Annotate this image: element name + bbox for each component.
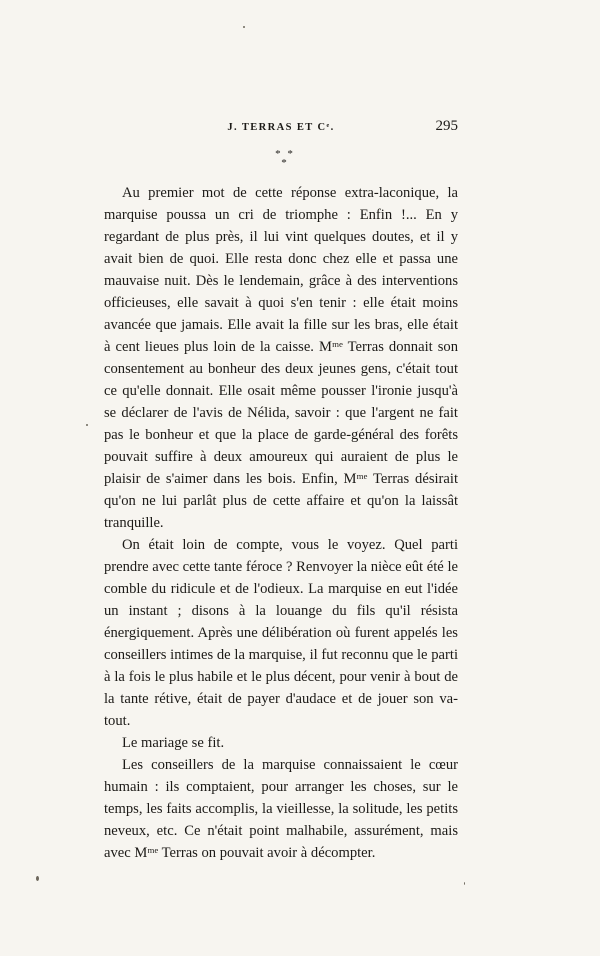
ink-speck bbox=[36, 876, 39, 881]
paragraph-4: Les conseillers de la marquise connaissaient le cœur humain : ils comptaient, pour arranger les choses, sur le temps, les faits accomplis, la vieillesse, la solitude, les petits neveux, etc. Ce n'était point malhabile, assurément, mais avec Mᵐᵉ Terras on pouvait avoir à décompter. bbox=[104, 757, 458, 861]
paragraph-3: Le mariage se fit. bbox=[122, 735, 225, 751]
running-head bbox=[104, 118, 458, 140]
body-text bbox=[104, 182, 458, 864]
ink-speck bbox=[243, 26, 245, 28]
asterism-top: * * bbox=[275, 148, 295, 160]
section-break-asterism bbox=[265, 150, 305, 172]
running-title: J. TERRAS ET Cᵉ. bbox=[227, 122, 335, 133]
paragraph-1: Au premier mot de cette réponse extra-laconique, la marquise poussa un cri de triomphe : Enfin !... En y regardant de plus près, il lui vint quelques doutes, et il y avait bien de quoi. Elle resta donc chez elle et passa une mauvaise nuit. Dès le lendemain, grâce à des interventions officieuses, elle savait à quoi s'en tenir : elle était moins avancée que jamais. Elle avait la fille sur les bras, elle était à cent lieues plus loin de la caisse. Mᵐᵉ Terras donnait son consentement au bonheur des deux jeunes gens, c'était tout ce qu'elle donnait. Elle osait même pousser l'ironie jusqu'à se déclarer de l'avis de Nélida, savoir : que l'argent ne fait pas le bonheur et que la place de garde-général des forêts pouvait suffire à deux amoureux qui auraient de plus le plaisir de s'aimer dans les bois. Enfin, Mᵐᵉ Terras désirait qu'on ne lui parlât plus de cette affaire et qu'on la laissât tranquille. bbox=[104, 185, 458, 531]
asterism-bottom: * bbox=[281, 157, 289, 169]
paragraph-2: On était loin de compte, vous le voyez. Quel parti prendre avec cette tante féroce ? Renvoyer la nièce eût été le comble du ridicule et de l'odieux. La marquise en eut l'idée un instant ; disons à la louange du fils qu'il résista énergiquement. Après une délibération où furent appelés les conseillers intimes de la marquise, il fut reconnu que le parti à la fois le plus habile et le plus décent, pour venir à bout de la tante rétive, était de payer d'audace et de jouer son va-tout. bbox=[104, 537, 458, 729]
ink-speck bbox=[464, 882, 465, 885]
page-number: 295 bbox=[435, 118, 458, 134]
ink-speck bbox=[86, 424, 88, 426]
